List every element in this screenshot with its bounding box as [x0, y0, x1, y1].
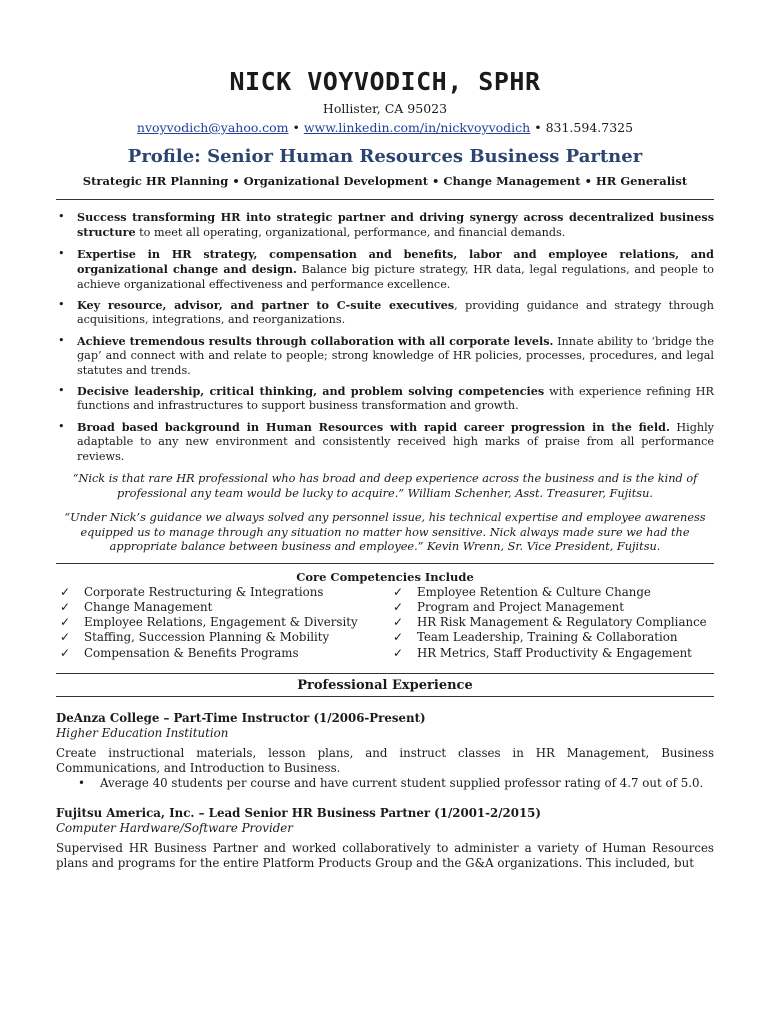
- bullet-icon: •: [58, 384, 65, 398]
- competency-label: Team Leadership, Training & Collaboration: [417, 630, 678, 645]
- address: Hollister, CA 95023: [322, 101, 448, 116]
- email-link[interactable]: nvoyvodich@yahoo.com: [136, 120, 289, 135]
- bullet-text: Balance big picture strategy, HR data, legal regulations, and people to achieve organizational effectiveness and performance excellence.: [77, 263, 714, 291]
- checkmark-icon: ✓: [60, 645, 70, 660]
- competency-label: Change Management: [84, 599, 213, 614]
- bullet-icon: •: [58, 419, 65, 433]
- summary-bullet: [56, 384, 714, 414]
- competency-item: [56, 646, 381, 661]
- competency-item: [389, 600, 714, 615]
- job-bullet-text: Average 40 students per course and have current student supplied professor rating of 4.7 out of 5.0.: [100, 776, 704, 791]
- bullet-icon: •: [58, 246, 65, 260]
- bullet-icon: •: [58, 333, 65, 347]
- competency-label: Corporate Restructuring & Integrations: [84, 584, 324, 599]
- competency-item: [56, 615, 381, 630]
- job-title: DeAnza College – Part-Time Instructor (1/2006-Present): [56, 711, 426, 726]
- profile-tagline: Strategic HR Planning • Organizational Development • Change Management • HR Generalist: [82, 174, 688, 188]
- competency-item: [389, 615, 714, 630]
- summary-bullet: [56, 210, 714, 241]
- testimonial-quote: “Under Nick’s guidance we always solved any personnel issue, his technical expertise and employee awareness equipped us to manage through any situation no matter how sensitive. Nick always made sure we had the appropriate balance between business and employee.” Kevin Wrenn, Sr. Vice President, Fujitsu.: [64, 511, 706, 554]
- checkmark-icon: ✓: [60, 584, 70, 599]
- bullet-bold: Success transforming HR into strategic partner and driving synergy across decentralized business structure: [77, 210, 714, 240]
- competency-item: [389, 585, 714, 600]
- core-competencies-title: Core Competencies Include: [296, 569, 474, 584]
- competency-label: Program and Project Management: [417, 599, 624, 614]
- checkmark-icon: ✓: [60, 630, 70, 645]
- divider: [56, 199, 714, 200]
- job-description: Create instructional materials, lesson plans, and instruct classes in HR Management, Business Communications, and Introduction to Business.: [56, 746, 714, 776]
- bullet-icon: •: [78, 776, 85, 791]
- summary-bullet: [56, 247, 714, 292]
- checkmark-icon: ✓: [393, 645, 403, 660]
- job-title: Fujitsu America, Inc. – Lead Senior HR Business Partner (1/2001-2/2015): [56, 805, 541, 820]
- bullet-bold: Broad based background in Human Resources with rapid career progression in the field.: [77, 419, 670, 434]
- bullet-text: with experience refining HR functions and infrastructures to support business transformation and growth.: [77, 385, 714, 413]
- bullet-text: to meet all operating, organizational, performance, and financial demands.: [135, 226, 566, 240]
- bullet-bold: Achieve tremendous results through collaboration with all corporate levels.: [77, 333, 554, 348]
- competency-label: HR Metrics, Staff Productivity & Engagement: [417, 645, 692, 660]
- core-column-right: [381, 585, 714, 661]
- checkmark-icon: ✓: [393, 615, 403, 630]
- competency-item: [56, 630, 381, 645]
- bullet-text: , providing guidance and strategy through acquisitions, integrations, and reorganizations.: [77, 299, 714, 327]
- competency-label: Compensation & Benefits Programs: [84, 645, 299, 660]
- competency-item: [56, 600, 381, 615]
- bullet-bold: Decisive leadership, critical thinking, and problem solving competencies: [77, 384, 545, 399]
- competency-item: [56, 585, 381, 600]
- job-bullet: [78, 776, 714, 791]
- bullet-bold: Expertise in HR strategy, compensation and benefits, labor and employee relations, and organizational change and design.: [77, 246, 714, 277]
- bullet-icon: •: [58, 210, 65, 223]
- job-description: Supervised HR Business Partner and worked collaboratively to administer a variety of Human Resources plans and programs for the entire Platform Products Group and the G&A organizations. This included, but: [56, 840, 714, 870]
- competency-label: Employee Retention & Culture Change: [417, 584, 651, 599]
- bullet-icon: •: [58, 298, 65, 312]
- separator: •: [530, 120, 546, 135]
- core-column-left: [56, 585, 381, 661]
- contact-line: [56, 120, 714, 136]
- job-subtitle: Higher Education Institution: [56, 726, 229, 741]
- summary-bullet: [56, 420, 714, 464]
- checkmark-icon: ✓: [393, 599, 403, 614]
- job-subtitle: Computer Hardware/Software Provider: [56, 820, 293, 835]
- testimonial-quote: “Nick is that rare HR professional who has broad and deep experience across the business and is the kind of professional any team would be lucky to acquire.” William Schenher, Asst. Treasurer, Fujitsu.: [72, 472, 698, 500]
- bullet-text: Innate ability to ‘bridge the gap’ and connect with and relate to people; strong knowledge of HR policies, processes, procedures, and legal statutes and trends.: [77, 334, 714, 377]
- job-entry: [56, 711, 714, 792]
- summary-bullets: [56, 210, 714, 464]
- divider: [56, 563, 714, 564]
- job-bullets: [56, 776, 714, 791]
- competency-item: [389, 630, 714, 645]
- bullet-text: Highly adaptable to any new environment and consistently received high marks of praise from all performance reviews.: [77, 420, 715, 463]
- competency-item: [389, 646, 714, 661]
- profile-title: Profile: Senior Human Resources Business Partner: [127, 146, 643, 167]
- competency-label: Employee Relations, Engagement & Diversity: [84, 615, 358, 630]
- checkmark-icon: ✓: [60, 599, 70, 614]
- bullet-bold: Key resource, advisor, and partner to C-suite executives: [77, 298, 455, 313]
- competency-label: Staffing, Succession Planning & Mobility: [84, 630, 330, 645]
- phone-number: 831.594.7325: [545, 120, 634, 135]
- summary-bullet: [56, 298, 714, 328]
- competency-label: HR Risk Management & Regulatory Compliance: [417, 615, 707, 630]
- separator: •: [288, 120, 304, 135]
- checkmark-icon: ✓: [393, 630, 403, 645]
- summary-bullet: [56, 334, 714, 378]
- job-entry: [56, 806, 714, 871]
- checkmark-icon: ✓: [393, 584, 403, 599]
- checkmark-icon: ✓: [60, 615, 70, 630]
- candidate-name: NICK VOYVODICH, SPHR: [229, 67, 541, 96]
- linkedin-link[interactable]: www.linkedin.com/in/nickvoyvodich: [303, 120, 531, 135]
- section-heading-experience: Professional Experience: [56, 673, 714, 697]
- core-competencies-grid: [56, 585, 714, 661]
